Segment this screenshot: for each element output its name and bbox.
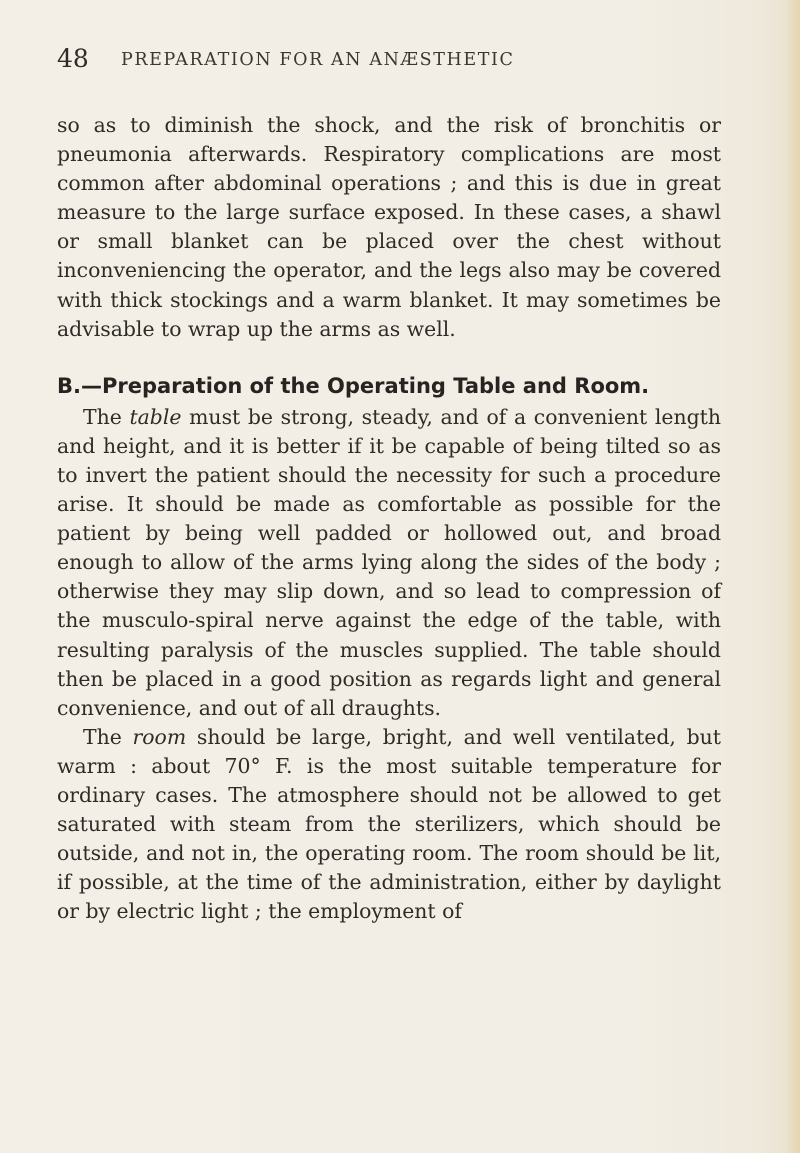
- section-heading: B.—Preparation of the Operating Table and Room.: [57, 373, 650, 398]
- emphasis-room: room: [132, 724, 187, 749]
- emphasis-table: table: [129, 404, 182, 429]
- body-text: [57, 111, 721, 926]
- paragraph-continuation: so as to diminish the shock, and the risk of bronchitis or pneumonia afterwards. Respiratory complications are most common after abdominal operations ; and this is due in great measure to the large surface exposed. In these cases, a shawl or small blanket can be placed over the chest without inconveniencing the operator, and the legs also may be covered with thick stockings and a warm blanket. It may sometimes be advisable to wrap up the arms as well.: [57, 113, 721, 341]
- paragraph-room-body: should be large, bright, and well ventilated, but warm : about 70° F. is the most suitable temperature for ordinary cases. The atmosphere should not be allowed to get saturated with steam from the sterilizers, which should be outside, and not in, the operating room. The room should be lit, if possible, at the time of the administration, either by daylight or by electric light ; the employment of: [57, 724, 721, 924]
- page-number: 48: [57, 44, 89, 73]
- paragraph-table-prefix: The: [83, 404, 130, 429]
- page-edge-shading: [786, 0, 800, 1153]
- paragraph-room: [57, 723, 721, 927]
- paragraph-room-prefix: The: [83, 724, 133, 749]
- paragraph-table-body: must be strong, steady, and of a convenient length and height, and it is better if it be capable of being tilted so as to invert the patient should the necessity for such a procedure arise. It should be made as comfortable as possible for the patient by being well padded or hollowed out, and broad enough to allow of the arms lying along the sides of the body ; otherwise they may slip down, and so lead to compression of the musculo-spiral nerve against the edge of the table, with resulting paralysis of the muscles supplied. The table should then be placed in a good position as regards light and general convenience, and out of all draughts.: [57, 404, 721, 720]
- running-head: [57, 44, 677, 80]
- paragraph-table: [57, 403, 721, 723]
- running-title: PREPARATION FOR AN ANÆSTHETIC: [121, 50, 515, 70]
